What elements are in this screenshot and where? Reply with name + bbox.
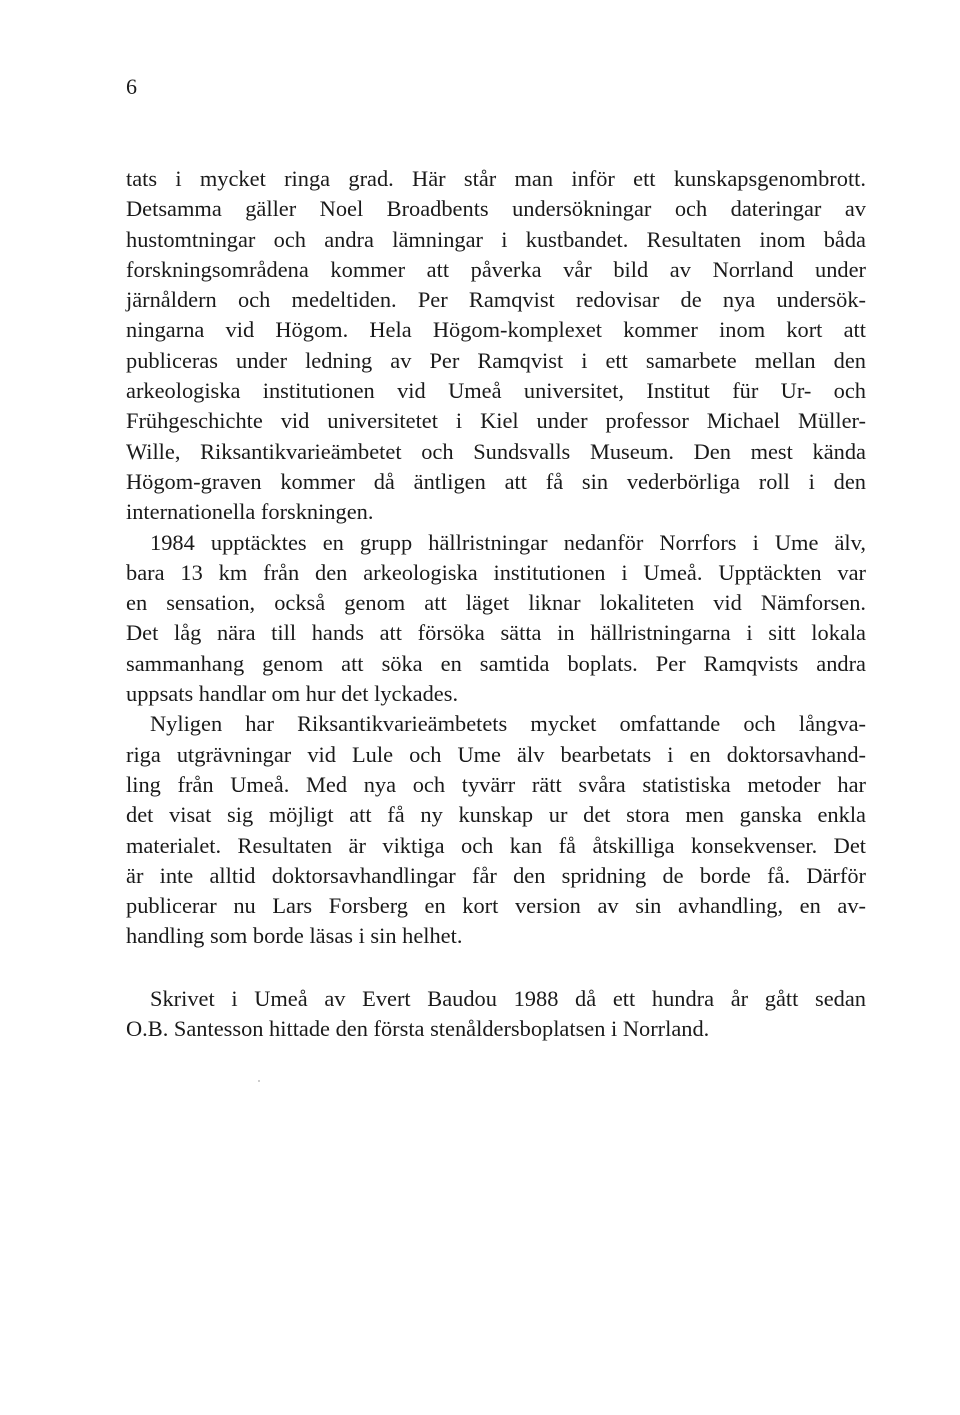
text-line: Wille, Riksantikvarieämbetet och Sundsvalls Museum. Den mest kända bbox=[126, 438, 866, 464]
body-text bbox=[126, 164, 866, 1044]
text-line: hustomtningar och andra lämningar i kustbandet. Resultaten inom båda bbox=[126, 226, 866, 252]
text-line: bara 13 km från den arkeologiska institutionen i Umeå. Upptäckten var bbox=[126, 559, 866, 585]
text-line: handling som borde läsas i sin helhet. bbox=[126, 923, 463, 949]
text-line: en sensation, också genom att läget liknar lokaliteten vid Nämforsen. bbox=[126, 590, 866, 616]
text-line: internationella forskningen. bbox=[126, 499, 374, 525]
text-line: Frühgeschichte vid universitetet i Kiel under professor Michael Müller- bbox=[126, 408, 866, 434]
text-line: O.B. Santesson hittade den första stenåldersboplatsen i Norrland. bbox=[126, 1016, 710, 1042]
text-line: publicerar nu Lars Forsberg en kort version av sin avhandling, en av- bbox=[126, 893, 866, 919]
text-line: forskningsområdena kommer att påverka vår bild av Norrland under bbox=[126, 256, 866, 282]
text-line: uppsats handlar om hur det lyckades. bbox=[126, 681, 459, 707]
paragraph-3 bbox=[126, 709, 866, 951]
text-line: Högom-graven kommer då äntligen att få sin vederbörliga roll i den bbox=[126, 468, 866, 494]
text-line: sammanhang genom att söka en samtida boplats. Per Ramqvists andra bbox=[126, 650, 866, 676]
text-line: Nyligen har Riksantikvarieämbetets mycket omfattande och långva- bbox=[150, 711, 866, 737]
text-line: publiceras under ledning av Per Ramqvist i ett samarbete mellan den bbox=[126, 347, 866, 373]
text-line: riga utgrävningar vid Lule och Ume älv bearbetats i en doktorsavhand- bbox=[126, 741, 866, 767]
text-line: Detsamma gäller Noel Broadbents undersökningar och dateringar av bbox=[126, 196, 866, 222]
text-line: tats i mycket ringa grad. Här står man inför ett kunskapsgenombrott. bbox=[126, 166, 866, 191]
text-line: arkeologiska institutionen vid Umeå universitet, Institut für Ur- och bbox=[126, 378, 866, 404]
text-line: ningarna vid Högom. Hela Högom-komplexet kommer inom kort att bbox=[126, 317, 866, 343]
text-line: Det låg nära till hands att försöka sätta in hällristningarna i sitt lokala bbox=[126, 620, 866, 646]
scan-speck bbox=[258, 1080, 260, 1082]
signoff bbox=[126, 984, 866, 1045]
text-line: järnåldern och medeltiden. Per Ramqvist redovisar de nya undersök- bbox=[126, 287, 866, 313]
text-line: 1984 upptäcktes en grupp hällristningar nedanför Norrfors i Ume älv, bbox=[150, 529, 866, 555]
paragraph-1 bbox=[126, 164, 866, 528]
text-line: det visat sig möjligt att få ny kunskap ur det stora men ganska enkla bbox=[126, 802, 866, 828]
text-line: Skrivet i Umeå av Evert Baudou 1988 då ett hundra år gått sedan bbox=[150, 985, 866, 1011]
text-line: ling från Umeå. Med nya och tyvärr rätt svåra statistiska metoder har bbox=[126, 771, 866, 797]
page-number: 6 bbox=[126, 74, 137, 99]
text-line: är inte alltid doktorsavhandlingar får den spridning de borde få. Därför bbox=[126, 862, 866, 888]
paragraph-2 bbox=[126, 528, 866, 710]
text-line: materialet. Resultaten är viktiga och kan få åtskilliga konsekvenser. Det bbox=[126, 832, 866, 858]
